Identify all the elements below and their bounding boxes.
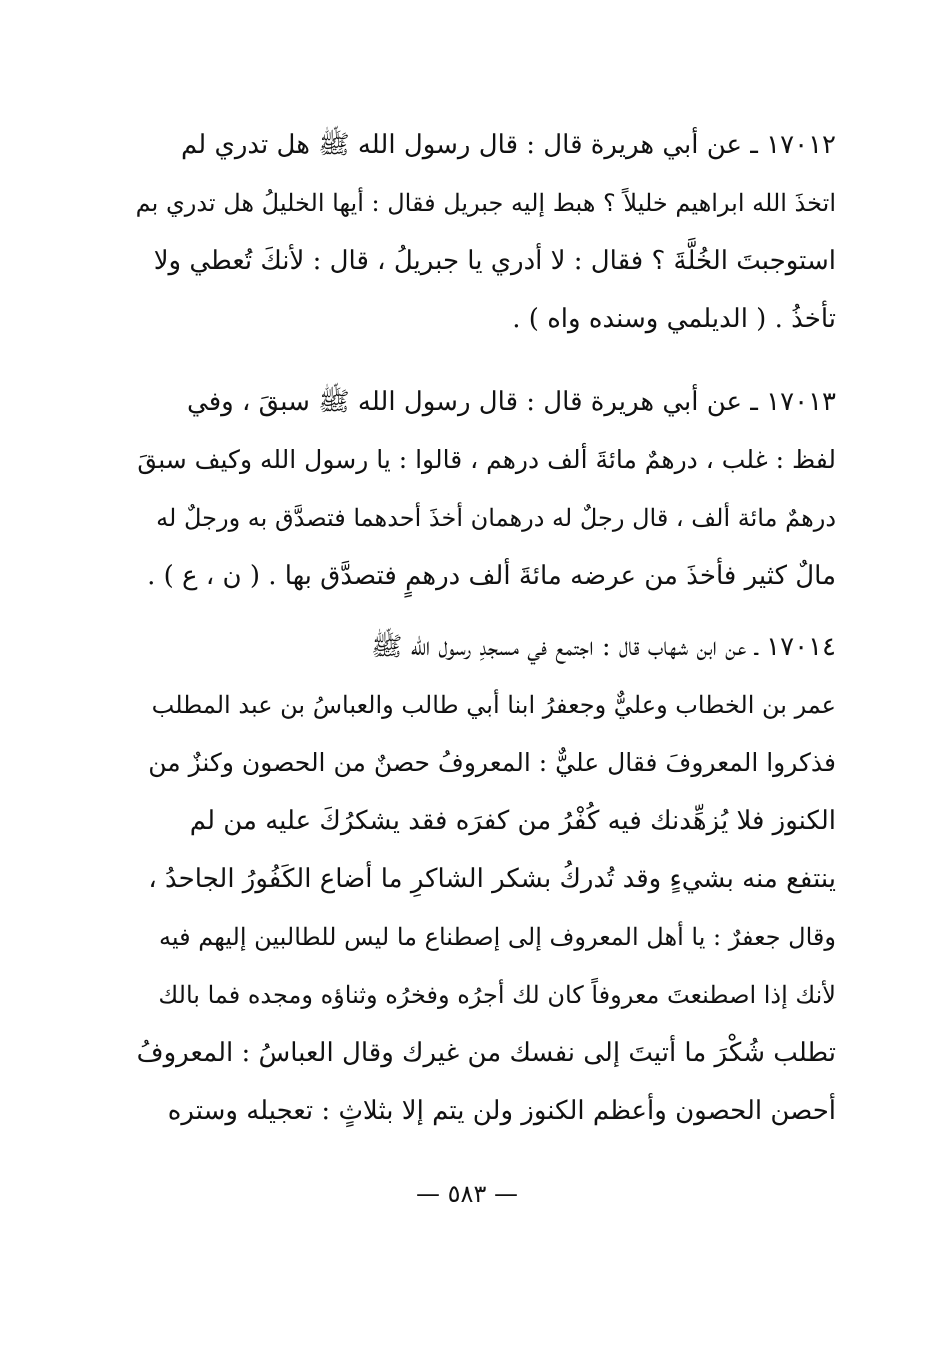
hadith-entry-17014 [136,630,836,1150]
hadith-entry-17012 [136,128,836,360]
entry-line: ١٧٠١٢ ـ عن أبي هريرة قال : قال رسول الله ﷺ هل تدري لم [180,130,836,160]
page-number: — ٥٨٣ — [416,1180,518,1208]
entry-line: ينتفع منه بشيءٍ وقد تُدركُ بشكر الشاكرِ ما أضاع الكَفُورُ الجاحدُ ، [148,864,836,894]
entry-line: استوجبتَ الخُلَّةَ ؟ فقال : لا أدري يا جبريلُ ، قال : لأنكَ تُعطي ولا [153,246,836,276]
entry-line: اتخذَ الله ابراهيم خليلاً ؟ هبط إليه جبريل فقال : أيها الخليلُ هل تدري بم [135,189,836,217]
entry-line: تأخذُ . ( الديلمي وسنده واه ) . [512,304,836,334]
entry-line: أحصن الحصون وأعظم الكنوز ولن يتم إلا بثلاثٍ : تعجيله وستره [167,1096,836,1126]
entry-line: ١٧٠١٤ ـ عن ابن شهاب قال : اجتمع في مسجدِ رسول الله ﷺ [371,632,836,662]
entry-line: درهمٌ مائة ألف ، قال رجلٌ له درهمان أخذَ أحدهما فتصدَّق به ورجلٌ له [156,504,836,532]
entry-line: وقال جعفرٌ : يا أهل المعروف إلى إصطناع ما ليس للطالبين إليهم فيه [159,923,836,951]
entry-line: تطلب شُكْرَ ما أتيتَ إلى نفسك من غيرك وقال العباسُ : المعروفُ [136,1038,836,1068]
entry-line: الكنوز فلا يُزهِّدنك فيه كُفْرُ من كفرَه فقد يشكرُكَ عليه من لم [189,806,836,836]
entry-line: لفظ : غلب ، درهمٌ مائةَ ألف درهم ، قالوا : يا رسول الله وكيف سبقَ [137,445,836,474]
entry-line: لأنك إذا اصطنعتَ معروفاً كان لك أجرُه وفخرُه وثناؤه ومجده فما بالك [158,981,836,1009]
entry-line: مالٌ كثير فأخذَ من عرضه مائةَ ألف درهمٍ فتصدَّق بها . ( ن ، ع ) . [147,561,836,591]
entry-line: عمر بن الخطاب وعليٌّ وجعفرُ ابنا أبي طالب والعباسُ بن عبد المطلب [151,691,836,719]
entry-line: ١٧٠١٣ ـ عن أبي هريرة قال : قال رسول الله ﷺ سبقَ ، وفي [187,387,836,417]
entry-line: فذكروا المعروفَ فقال عليٌّ : المعروفُ حصنٌ من الحصون وكنزٌ من [148,748,836,777]
hadith-entry-17013 [136,385,836,617]
